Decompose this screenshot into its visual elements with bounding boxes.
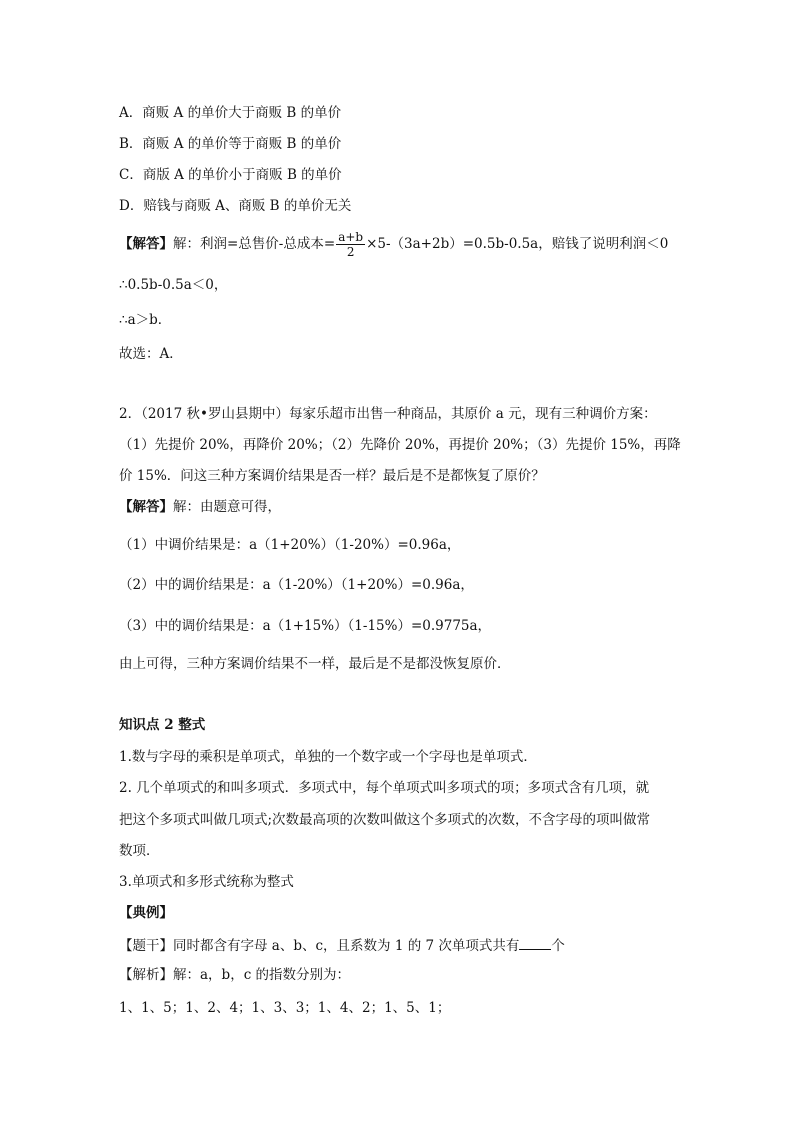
answer-tail: ×5-（3a+2b）=0.5b-0.5a，赔钱了说明利润＜0 xyxy=(366,236,669,252)
q2-stem-line-1: 2．（2017 秋•罗山县期中）每家乐超市出售一种商品，其原价 a 元，现有三种调价方案： xyxy=(119,406,657,422)
q2-result-3: （3）中的调价结果是：a（1+15%）（1-15%）=0.9775a， xyxy=(119,618,492,634)
choice-b: B．商贩 A 的单价等于商贩 B 的单价 xyxy=(119,136,342,152)
section-heading: 知识点 2 整式 xyxy=(119,717,206,733)
section-point-3: 3.单项式和多形式统称为整式 xyxy=(119,874,294,890)
fraction xyxy=(336,230,365,259)
fraction-denominator: 2 xyxy=(346,245,355,259)
q2-conclusion: 由上可得，三种方案调价结果不一样，最后是不是都没恢复原价． xyxy=(119,656,511,672)
q1-step-2: ∴a＞b． xyxy=(119,312,172,328)
q2-result-2: （2）中的调价结果是：a（1-20%）（1+20%）=0.96a， xyxy=(119,577,474,593)
fraction-numerator: a+b xyxy=(338,230,364,244)
stem-text: 同时都含有字母 a、b、c，且系数为 1 的 7 次单项式共有 xyxy=(173,938,520,954)
answer-lead: 解：利润=总售价-总成本= xyxy=(173,236,336,252)
answer-tag: 【解答】 xyxy=(119,236,173,252)
q2-answer-line xyxy=(119,498,281,516)
choice-d: D．赔钱与商贩 A、商贩 B 的单价无关 xyxy=(119,198,352,214)
section-point-2b: 把这个多项式叫做几项式;次数最高项的次数叫做这个多项式的次数，不含字母的项叫做常 xyxy=(119,812,651,828)
analysis-text: 解：a，b，c 的指数分别为： xyxy=(173,967,351,983)
q2-stem-line-2: （1）先提价 20%，再降价 20%；（2）先降价 20%，再提价 20%；（3）先提价 15%，再降 xyxy=(119,437,681,453)
q2-answer-tag: 【解答】 xyxy=(119,499,173,515)
choice-a: A．商贩 A 的单价大于商贩 B 的单价 xyxy=(119,105,342,121)
q1-answer-line xyxy=(119,230,668,259)
section-point-2c: 数项． xyxy=(119,843,160,859)
exponent-list: 1、1、5；1、2、4；1、3、3；1、4、2；1、5、1； xyxy=(119,1000,451,1016)
q2-result-1: （1）中调价结果是：a（1+20%）（1-20%）=0.96a， xyxy=(119,537,461,553)
q1-conclusion: 故选：A． xyxy=(119,346,183,362)
answer-blank xyxy=(519,935,551,950)
stem-tail: 个 xyxy=(551,938,565,954)
q1-step-1: ∴0.5b-0.5a＜0， xyxy=(119,277,228,293)
choice-c: C．商版 A 的单价小于商贩 B 的单价 xyxy=(119,167,342,183)
analysis-tag: 【解析】 xyxy=(119,967,173,983)
analysis-line xyxy=(119,966,350,984)
stem-line xyxy=(119,935,565,955)
example-tag: 【典例】 xyxy=(119,905,173,921)
section-point-1: 1.数与字母的乘积是单项式，单独的一个数字或一个字母也是单项式． xyxy=(119,749,537,765)
q2-stem-line-3: 价 15%．问这三种方案调价结果是否一样？最后是不是都恢复了原价？ xyxy=(119,468,545,484)
section-point-2a: 2. 几个单项式的和叫多项式．多项式中，每个单项式叫多项式的项；多项式含有几项，就 xyxy=(119,780,650,796)
q2-answer-lead: 解：由题意可得， xyxy=(173,499,281,515)
stem-tag: 【题干】 xyxy=(119,938,173,954)
